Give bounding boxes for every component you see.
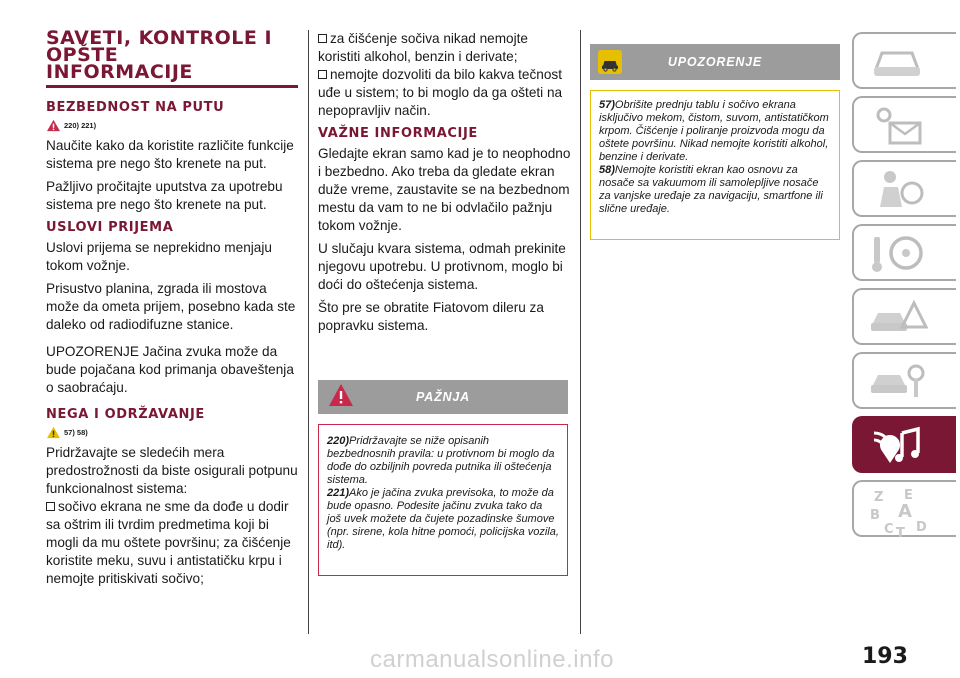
airbag-seatbelt-icon xyxy=(868,167,928,211)
chapter-tabs xyxy=(852,32,956,544)
column-1 xyxy=(46,27,298,588)
warning-box xyxy=(318,380,568,576)
caution-box xyxy=(590,44,840,240)
warning-box-body xyxy=(318,424,568,576)
svg-text:B: B xyxy=(870,508,880,523)
tab-index[interactable] xyxy=(852,480,956,537)
tab-starting[interactable] xyxy=(852,224,956,281)
caution-note-58: 58)Nemojte koristiti ekran kao osnovu za nosače sa vakuumom ili samolepljive nosače za vanjske uređaje za navigaciju, smartfone ili slične uređaje. xyxy=(599,164,823,215)
column-divider xyxy=(308,30,309,634)
tab-lights[interactable] xyxy=(852,96,956,153)
svg-text:A: A xyxy=(898,501,912,522)
paragraph: Prisustvo planina, zgrada ili mostova može da ometa prijem, posebno kada ste daleko od radiodifuzne stanice. xyxy=(46,281,296,332)
paragraph: Što pre se obratite Fiatovom dileru za popravku sistema. xyxy=(318,300,544,333)
warning-box-title: PAŽNJA xyxy=(416,390,470,404)
car-warning-triangle-icon xyxy=(868,295,928,339)
watermark: carmanualsonline.info xyxy=(370,646,614,673)
car-caution-icon xyxy=(598,50,622,74)
lights-mail-icon xyxy=(868,103,928,147)
paragraph: Naučite kako da koristite različite funkcije sistema pre nego što krenete na put. xyxy=(46,138,294,171)
key-steering-wheel-icon xyxy=(868,231,928,275)
svg-text:Z: Z xyxy=(874,490,884,505)
checkbox-bullet-icon xyxy=(46,502,55,511)
svg-text:D: D xyxy=(916,520,927,535)
tab-maintenance[interactable] xyxy=(852,352,956,409)
caution-box-header xyxy=(590,44,840,80)
paragraph: Gledajte ekran samo kad je to neophodno i bezbedno. Ako treba da gledate ekran duže vreme, zaustavite se na bezbednom mestu da vam to ne bi odvlačilo pažnju tokom vožnje. xyxy=(318,146,571,233)
warning-note-221: 221)Ako je jačina zvuka previsoka, to može da bude opasno. Podesite jačinu zvuka tako da još uvek možete da čujete pozadinske šumove (npr. sirene, kola hitne pomoći, policijska vozila, itd). xyxy=(327,487,559,551)
car-service-tools-icon xyxy=(868,359,928,403)
caution-reference: 57) 58) xyxy=(46,426,298,439)
chapter-title: SAVETI, KONTROLE I OPŠTE INFORMACIJE xyxy=(46,30,298,88)
warning-note-220: 220)Pridržavajte se niže opisanih bezbednosnih pravila: u protivnom bi moglo da dođe do ozbiljnih povreda putnika ili oštećenja sistema. xyxy=(327,435,555,486)
tab-multimedia[interactable] xyxy=(852,416,956,473)
section-heading-important: VAŽNE INFORMACIJE xyxy=(318,126,478,141)
section-heading-safety: BEZBEDNOST NA PUTU xyxy=(46,100,225,115)
caution-box-title: UPOZORENJE xyxy=(667,55,763,69)
caution-triangle-icon xyxy=(46,426,61,439)
sound-navigation-icon xyxy=(868,423,928,469)
caution-note-57: 57)Obrišite prednju tablu i sočivo ekrana isključivo mekom, čistom, suvom, antistatičkom krpom. Čišćenje i poliranje proizvoda mogu da oštete površinu. Nikad nemojte koristiti alkohol, benzine i derivate. xyxy=(599,99,829,163)
tab-emergency[interactable] xyxy=(852,288,956,345)
warning-triangle-icon xyxy=(46,119,61,132)
alphabetical-index-icon xyxy=(868,487,938,537)
list-item: nemojte dozvoliti da bilo kakva tečnost uđe u sistem; to bi moglo da ga ošteti na nepopravljiv način. xyxy=(318,67,563,118)
paragraph: UPOZORENJE Jačina zvuka može da bude pojačana kod primanja obaveštenja o saobraćaju. xyxy=(46,344,294,395)
warning-box-header xyxy=(318,380,568,414)
svg-text:C: C xyxy=(884,522,894,537)
page-number: 193 xyxy=(862,644,908,669)
tab-dashboard[interactable] xyxy=(852,32,956,89)
paragraph: Pažljivo pročitajte uputstva za upotrebu sistema pre nego što krenete na put. xyxy=(46,179,283,212)
warning-reference: 220) 221) xyxy=(46,119,298,132)
section-heading-reception: USLOVI PRIJEMA xyxy=(46,220,174,235)
paragraph: Uslovi prijema se neprekidno menjaju tokom vožnje. xyxy=(46,240,272,273)
warning-triangle-icon xyxy=(328,382,354,408)
tab-safety[interactable] xyxy=(852,160,956,217)
checkbox-bullet-icon xyxy=(318,34,327,43)
list-item: sočivo ekrana ne sme da dođe u dodir sa oštrim ili tvrdim predmetima koji bi mogli da mu oštete površinu; za čišćenje koristite meku, suvu i antistatičku krpu i nemojte pritiskivati sočivo; xyxy=(46,499,291,586)
caution-box-body xyxy=(590,90,840,240)
list-item: za čišćenje sočiva nikad nemojte koristiti alkohol, benzin i derivate; xyxy=(318,31,528,64)
paragraph: U slučaju kvara sistema, odmah prekinite njegovu upotrebu. U protivnom, moglo bi doći do oštećenja sistema. xyxy=(318,241,566,292)
svg-text:T: T xyxy=(896,526,905,537)
paragraph: Pridržavajte se sledećih mera predostrožnosti da biste osigurali potpunu funkcionalnost sistema: xyxy=(46,445,298,496)
column-2 xyxy=(318,30,572,340)
column-divider xyxy=(580,30,581,634)
car-dashboard-icon xyxy=(868,39,928,83)
svg-text:E: E xyxy=(904,488,913,503)
checkbox-bullet-icon xyxy=(318,70,327,79)
section-heading-care: NEGA I ODRŽAVANJE xyxy=(46,407,205,422)
